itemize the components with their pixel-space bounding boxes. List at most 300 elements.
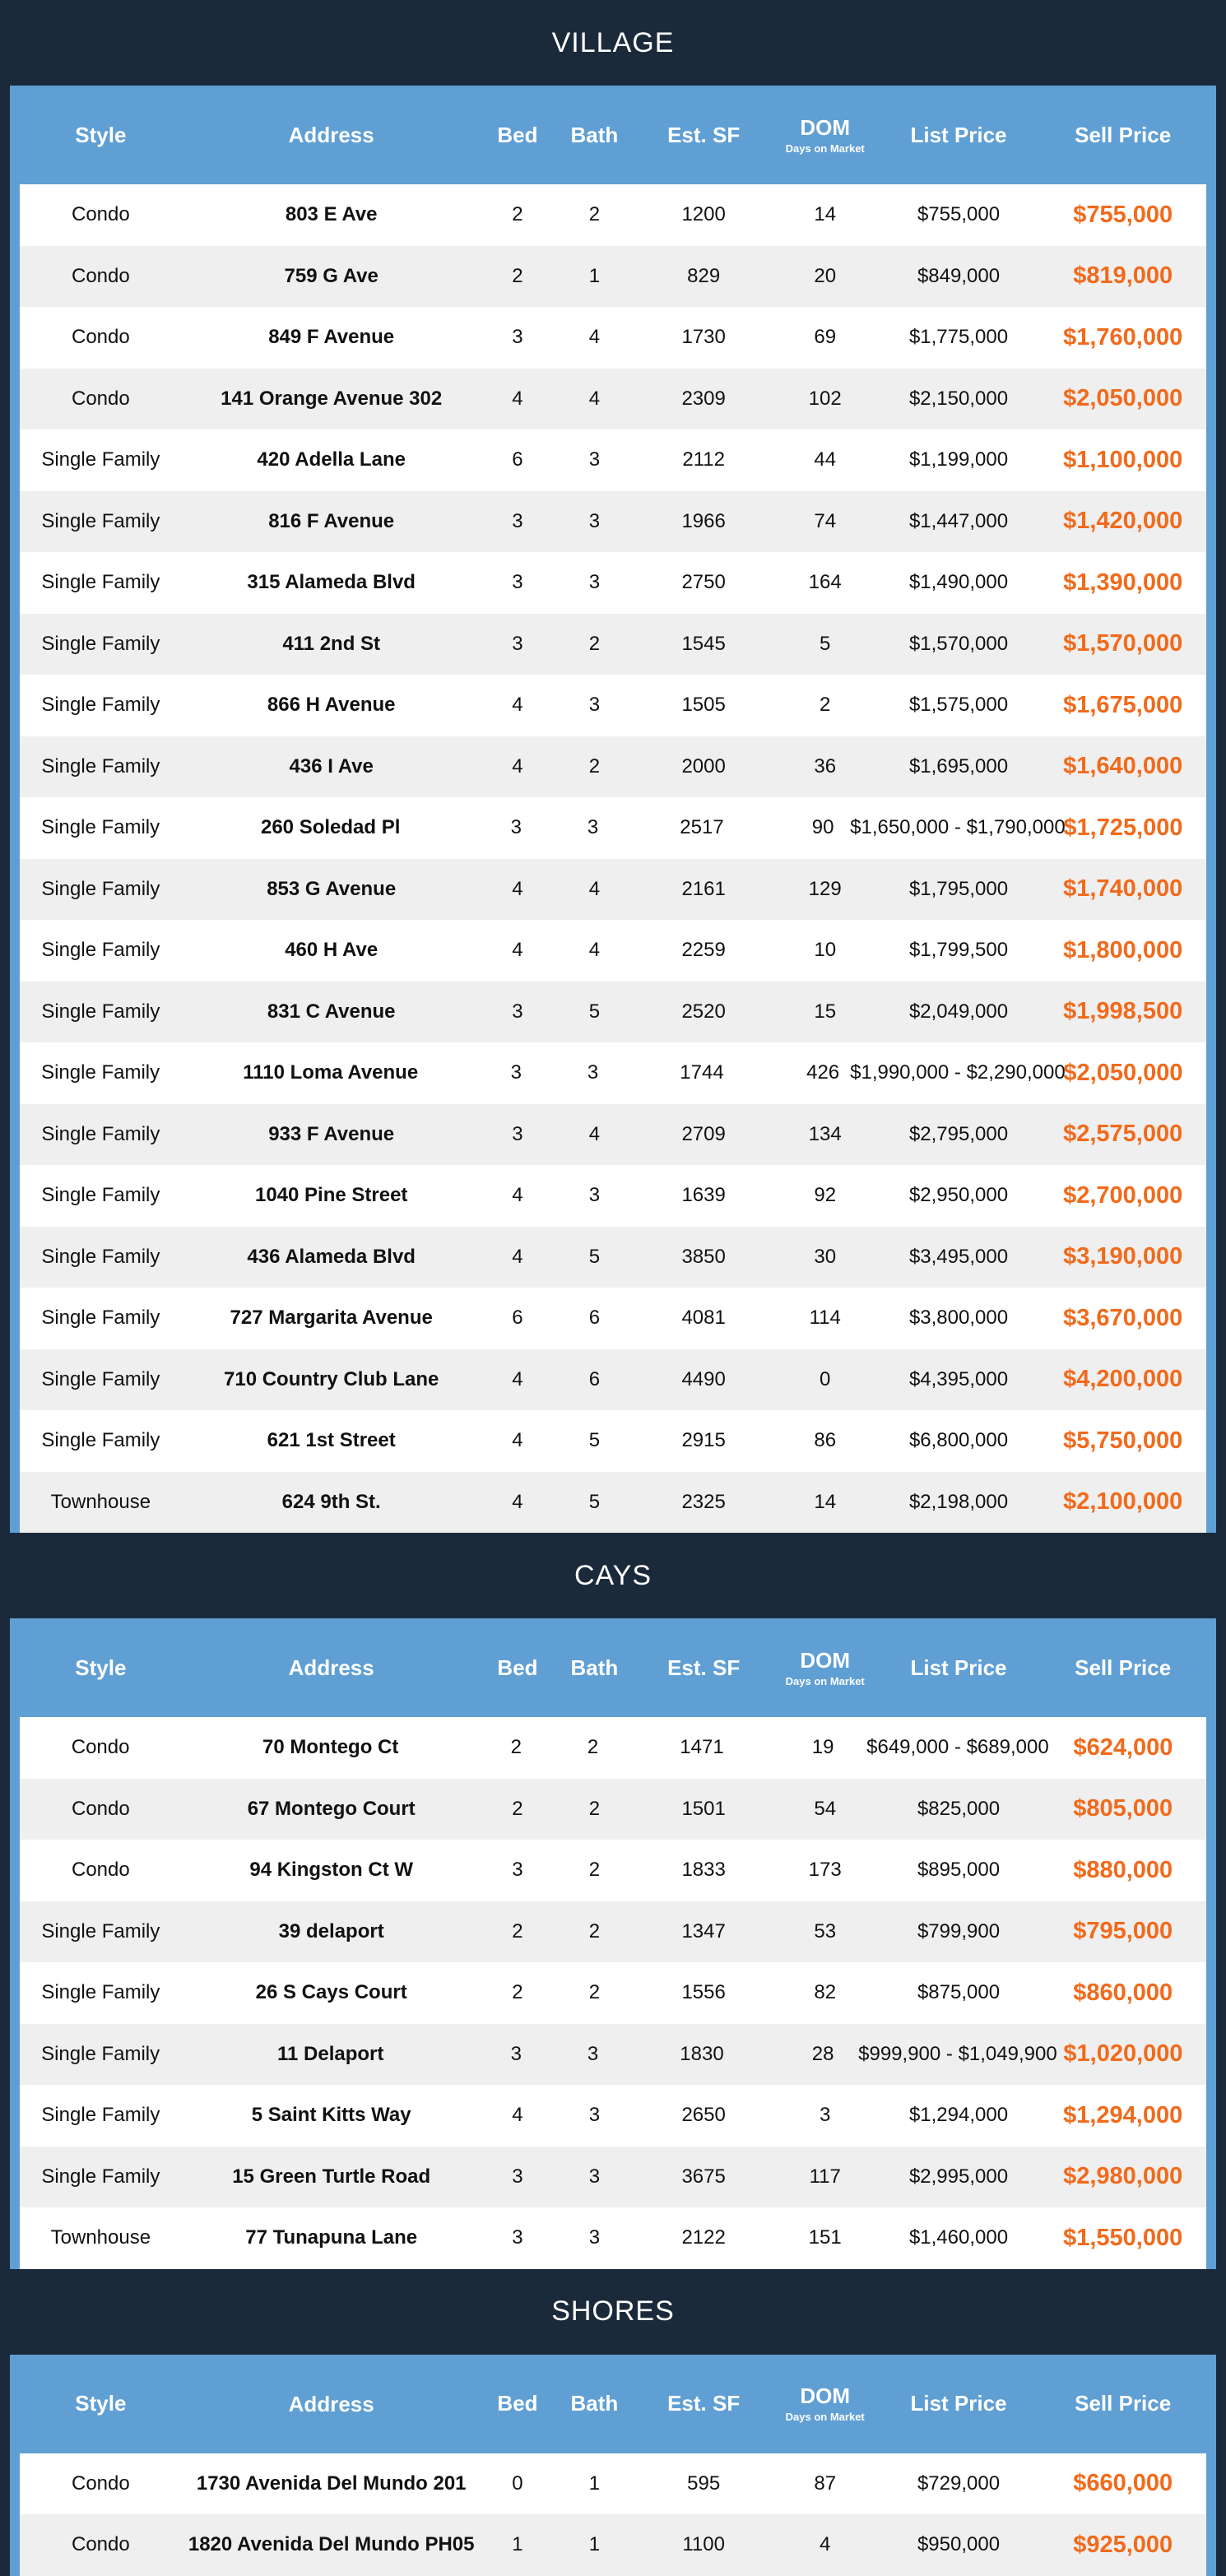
- cell-style: Single Family: [41, 2042, 160, 2065]
- header-dom: [773, 1647, 878, 1687]
- cell-sf: 2517: [680, 816, 724, 839]
- cell-bed: 6: [512, 1307, 523, 1330]
- header-dom: [773, 2385, 878, 2422]
- cell-sf: 2915: [681, 1429, 726, 1452]
- list-price-value: $1,799,500: [908, 939, 1009, 962]
- cell-sf: 1730: [681, 326, 726, 349]
- cell-bed: 4: [512, 1245, 523, 1268]
- cell-address: 77 Tunapuna Lane: [245, 2226, 418, 2249]
- cell-dom: 69: [814, 326, 837, 349]
- cell-bed: 4: [512, 1490, 523, 1513]
- header-sf: Est. SF: [667, 122, 741, 147]
- cell-style: Condo: [71, 1859, 130, 1882]
- cell-dom: 74: [814, 509, 837, 532]
- cell-bed: 3: [512, 1859, 523, 1882]
- table-row: [20, 2024, 1206, 2086]
- list-price-value: $999,900 - $1,049,900: [858, 2042, 1057, 2065]
- cell-address: 26 S Cays Court: [255, 1981, 407, 2004]
- cell-style: Single Family: [41, 632, 160, 655]
- cell-sf: 4081: [681, 1307, 726, 1330]
- cell-dom: 14: [814, 203, 837, 226]
- cell-dom: 129: [808, 877, 842, 900]
- cell-bath: 2: [588, 1797, 601, 1820]
- list-price-value: $649,000 - $689,000: [866, 1736, 1049, 1759]
- cell-style: Condo: [71, 203, 130, 226]
- list-price-value: $2,950,000: [908, 1184, 1009, 1207]
- header-style: Style: [75, 122, 127, 147]
- table-body: [20, 1717, 1206, 2269]
- header-list-price: List Price: [910, 1655, 1007, 1680]
- section-title: SHORES: [551, 2295, 675, 2327]
- cell-bed: 3: [512, 571, 523, 594]
- cell-style: Single Family: [41, 1245, 160, 1268]
- cell-list-price: [878, 2533, 1040, 2556]
- cell-list-price: [866, 1736, 1049, 1759]
- cell-dom: 36: [814, 754, 837, 777]
- table-row: [20, 675, 1206, 736]
- cell-sf: 1100: [682, 2533, 725, 2556]
- cell-style: Condo: [71, 2472, 130, 2495]
- cell-sf: 829: [687, 264, 721, 287]
- cell-list-price: [878, 203, 1040, 226]
- cell-sell-price: $5,750,000: [1063, 1427, 1183, 1454]
- cell-bath: 4: [588, 939, 601, 962]
- cell-sf: 1347: [681, 1919, 726, 1942]
- list-price-value: $2,795,000: [908, 1122, 1009, 1145]
- cell-bath: 5: [588, 1245, 601, 1268]
- cell-bath: 4: [588, 877, 601, 900]
- table-row: [20, 736, 1206, 798]
- cell-dom: 0: [820, 1367, 831, 1390]
- cell-bath: 2: [588, 1919, 601, 1942]
- cell-list-price: [878, 2104, 1040, 2127]
- cell-list-price: [878, 755, 1040, 778]
- cell-style: Single Family: [41, 1061, 160, 1084]
- cell-address: 5 Saint Kitts Way: [251, 2104, 411, 2127]
- cell-bed: 3: [510, 2042, 522, 2065]
- list-price-value: $6,800,000: [908, 1429, 1009, 1452]
- cell-bed: 3: [510, 816, 522, 839]
- cell-bath: 4: [588, 1122, 601, 1145]
- header-bath: Bath: [570, 1655, 619, 1680]
- header-list-price: List Price: [910, 2391, 1007, 2416]
- cell-sell-price: $795,000: [1073, 1918, 1173, 1945]
- cell-sf: 4490: [681, 1367, 726, 1390]
- cell-sf: 2650: [681, 2104, 726, 2127]
- cell-address: 94 Kingston Ct W: [249, 1859, 414, 1882]
- table-body: [20, 2453, 1206, 2576]
- cell-style: Single Family: [41, 754, 160, 777]
- cell-sell-price: $925,000: [1073, 2531, 1173, 2558]
- cell-sf: 2709: [681, 1122, 726, 1145]
- list-price-value: $1,795,000: [908, 877, 1009, 900]
- list-price-value: $2,150,000: [908, 387, 1009, 410]
- cell-style: Single Family: [41, 1184, 160, 1207]
- cell-address: 436 Alameda Blvd: [247, 1245, 416, 1268]
- cell-address: 1110 Loma Avenue: [243, 1061, 419, 1084]
- cell-style: Single Family: [41, 2104, 160, 2127]
- list-price-value: $1,570,000: [908, 632, 1009, 655]
- list-price-value: $849,000: [917, 264, 1001, 287]
- section-title: CAYS: [574, 1559, 652, 1591]
- cell-dom: 90: [811, 816, 834, 839]
- cell-bed: 4: [512, 754, 523, 777]
- cell-bed: 0: [512, 2472, 523, 2495]
- cell-sell-price: $1,800,000: [1063, 936, 1183, 963]
- cell-list-price: [878, 1798, 1040, 1821]
- table-header: [20, 1618, 1206, 1717]
- list-price-value: $825,000: [917, 1797, 1001, 1820]
- cell-bed: 3: [512, 2226, 523, 2249]
- cell-list-price: [850, 1061, 1066, 1084]
- header-address: Address: [288, 123, 374, 147]
- cell-style: Single Family: [41, 877, 160, 900]
- section: [0, 1533, 1226, 2269]
- cell-style: Condo: [71, 264, 130, 287]
- header-dom-label: DOM: [800, 1647, 851, 1673]
- cell-dom: 54: [814, 1797, 837, 1820]
- cell-bath: 3: [588, 694, 601, 717]
- cell-sf: 2112: [682, 448, 725, 471]
- cell-bath: 2: [588, 203, 601, 226]
- table-row: [20, 1104, 1206, 1166]
- cell-bed: 3: [512, 632, 523, 655]
- cell-sf: 2520: [681, 1000, 726, 1023]
- cell-address: 411 2nd St: [282, 632, 381, 655]
- cell-bath: 3: [588, 2226, 601, 2249]
- header-style: Style: [75, 2391, 127, 2416]
- cell-sf: 1966: [681, 509, 726, 532]
- cell-bed: 2: [512, 203, 523, 226]
- cell-sf: 1501: [681, 1797, 726, 1820]
- cell-address: 70 Montego Ct: [262, 1736, 399, 1759]
- cell-sell-price: $2,700,000: [1063, 1181, 1183, 1209]
- header-sell-price: Sell Price: [1075, 2391, 1172, 2416]
- cell-address: 816 F Avenue: [268, 509, 395, 532]
- table-row: [20, 1042, 1206, 1104]
- table-row: [20, 2514, 1206, 2576]
- header-style: Style: [75, 1655, 127, 1680]
- cell-sell-price: $1,020,000: [1063, 2040, 1183, 2068]
- cell-sell-price: $624,000: [1073, 1734, 1173, 1761]
- cell-sell-price: $860,000: [1073, 1979, 1173, 2006]
- cell-dom: 10: [814, 939, 837, 962]
- cell-sell-price: $2,100,000: [1063, 1488, 1183, 1515]
- cell-dom: 114: [809, 1307, 841, 1330]
- cell-dom: 15: [814, 1000, 837, 1023]
- table-row: [20, 920, 1206, 982]
- cell-dom: 151: [808, 2226, 842, 2249]
- cell-style: Single Family: [41, 694, 160, 717]
- cell-dom: 4: [820, 2533, 831, 2556]
- cell-dom: 19: [811, 1736, 834, 1759]
- cell-bath: 2: [588, 1981, 601, 2004]
- cell-bed: 6: [512, 448, 523, 471]
- cell-sell-price: $1,740,000: [1063, 875, 1183, 903]
- header-bed: Bed: [497, 1655, 538, 1680]
- header-bed: Bed: [497, 2391, 538, 2416]
- cell-sell-price: $1,570,000: [1063, 630, 1183, 657]
- cell-sf: 2750: [681, 571, 726, 594]
- cell-list-price: [878, 2472, 1040, 2495]
- cell-bed: 3: [512, 2165, 523, 2188]
- cell-dom: 117: [809, 2165, 841, 2188]
- cell-list-price: [878, 694, 1040, 717]
- cell-style: Single Family: [41, 1981, 160, 2004]
- cell-sf: 595: [687, 2472, 721, 2495]
- cell-sf: 2000: [681, 754, 726, 777]
- cell-sell-price: $819,000: [1073, 262, 1173, 290]
- table-row: [20, 1840, 1206, 1901]
- cell-sell-price: $2,575,000: [1063, 1121, 1183, 1148]
- cell-style: Townhouse: [50, 1490, 151, 1513]
- header-bed: Bed: [497, 122, 538, 147]
- cell-style: Single Family: [41, 816, 160, 839]
- cell-list-price: [878, 265, 1040, 288]
- list-price-value: $2,049,000: [908, 1000, 1009, 1023]
- cell-sf: 1556: [681, 1981, 726, 2004]
- cell-bed: 4: [512, 1367, 523, 1390]
- section: [0, 2269, 1226, 2576]
- cell-sell-price: $1,294,000: [1063, 2101, 1183, 2128]
- list-price-value: $1,575,000: [908, 694, 1009, 717]
- cell-address: 624 9th St.: [281, 1490, 381, 1513]
- cell-dom: 20: [814, 264, 837, 287]
- cell-sell-price: $755,000: [1073, 201, 1173, 228]
- table-row: [20, 859, 1206, 921]
- list-price-value: $1,695,000: [908, 754, 1009, 777]
- cell-list-price: [878, 1246, 1040, 1269]
- cell-style: Single Family: [41, 509, 160, 532]
- table-row: [20, 1165, 1206, 1227]
- table-row: [20, 1349, 1206, 1411]
- cell-sf: 2122: [681, 2226, 726, 2249]
- cell-sell-price: $1,760,000: [1063, 323, 1183, 350]
- cell-bath: 5: [588, 1429, 601, 1452]
- header-address: Address: [288, 1655, 374, 1680]
- cell-bath: 2: [588, 1859, 601, 1882]
- cell-bath: 3: [588, 571, 601, 594]
- cell-address: 39 delaport: [278, 1919, 384, 1942]
- cell-sf: 3850: [681, 1245, 726, 1268]
- cell-sf: 1639: [681, 1184, 726, 1207]
- cell-style: Condo: [71, 326, 130, 349]
- cell-dom: 14: [814, 1490, 837, 1513]
- list-price-value: $755,000: [917, 203, 1001, 226]
- cell-list-price: [878, 1307, 1040, 1330]
- cell-address: 849 F Avenue: [268, 326, 395, 349]
- cell-address: 1040 Pine Street: [254, 1184, 408, 1207]
- header-dom-sub: Days on Market: [785, 1674, 865, 1687]
- cell-sell-price: $3,670,000: [1063, 1304, 1183, 1331]
- cell-style: Single Family: [41, 939, 160, 962]
- cell-sell-price: $2,050,000: [1063, 385, 1183, 412]
- cell-list-price: [850, 816, 1066, 839]
- table-row: [20, 982, 1206, 1043]
- table-row: [20, 1472, 1206, 1534]
- table-row: [20, 1779, 1206, 1840]
- cell-address: 67 Montego Court: [247, 1797, 416, 1820]
- listing-table: [10, 86, 1216, 1533]
- cell-list-price: [878, 448, 1040, 471]
- table-row: [20, 1410, 1206, 1472]
- header-sell-price: Sell Price: [1075, 122, 1172, 147]
- cell-bath: 3: [588, 2165, 601, 2188]
- header-list-price: List Price: [910, 122, 1007, 147]
- cell-address: 1730 Avenida Del Mundo 201: [196, 2472, 467, 2495]
- listing-table: [10, 2355, 1216, 2576]
- table-row: [20, 2085, 1206, 2147]
- cell-bath: 1: [588, 264, 601, 287]
- cell-list-price: [878, 510, 1040, 533]
- header-sf: Est. SF: [667, 2391, 741, 2416]
- cell-dom: 92: [814, 1184, 837, 1207]
- list-price-value: $3,495,000: [908, 1245, 1009, 1268]
- header-bath: Bath: [570, 122, 619, 147]
- cell-list-price: [878, 1920, 1040, 1943]
- header-bath: Bath: [570, 2391, 619, 2416]
- table-row: [20, 1901, 1206, 1963]
- cell-bed: 2: [512, 1981, 523, 2004]
- cell-sf: 2161: [681, 877, 726, 900]
- list-price-value: $1,990,000 - $2,290,000: [850, 1061, 1066, 1084]
- cell-style: Condo: [71, 387, 130, 410]
- table-header: [20, 2355, 1206, 2453]
- cell-list-price: [878, 633, 1040, 656]
- cell-bed: 3: [512, 1122, 523, 1145]
- cell-address: 260 Soledad Pl: [260, 816, 401, 839]
- cell-bath: 1: [588, 2472, 601, 2495]
- cell-bath: 2: [588, 632, 601, 655]
- cell-bed: 2: [512, 1797, 523, 1820]
- cell-sf: 1505: [681, 694, 726, 717]
- cell-sf: 1833: [681, 1859, 726, 1882]
- cell-list-price: [878, 2165, 1040, 2188]
- table-row: [20, 1962, 1206, 2024]
- table-row: [20, 246, 1206, 308]
- cell-sell-price: $2,050,000: [1063, 1059, 1183, 1086]
- cell-style: Single Family: [41, 1307, 160, 1330]
- table-row: [20, 184, 1206, 246]
- cell-sell-price: $1,420,000: [1063, 508, 1183, 535]
- cell-bed: 4: [512, 877, 523, 900]
- cell-dom: 53: [814, 1919, 837, 1942]
- cell-dom: 173: [808, 1859, 842, 1882]
- header-sell-price: Sell Price: [1075, 1655, 1172, 1680]
- cell-bed: 3: [512, 509, 523, 532]
- cell-sell-price: $2,980,000: [1063, 2163, 1183, 2190]
- header-dom-sub: Days on Market: [785, 142, 865, 155]
- cell-list-price: [878, 1981, 1040, 2004]
- cell-sell-price: $1,100,000: [1063, 446, 1183, 473]
- cell-sf: 2259: [681, 939, 726, 962]
- cell-bath: 3: [588, 2104, 601, 2127]
- table-row: [20, 1717, 1206, 1779]
- cell-list-price: [878, 1859, 1040, 1882]
- cell-dom: 5: [820, 632, 831, 655]
- cell-style: Single Family: [41, 2165, 160, 2188]
- cell-sf: 1200: [681, 203, 726, 226]
- table-row: [20, 429, 1206, 491]
- cell-bed: 2: [510, 1736, 522, 1759]
- cell-sell-price: $1,998,500: [1063, 998, 1183, 1025]
- cell-address: 759 G Ave: [284, 264, 378, 287]
- cell-address: 315 Alameda Blvd: [247, 571, 416, 594]
- list-price-value: $1,460,000: [908, 2226, 1009, 2249]
- cell-bed: 3: [510, 1061, 522, 1084]
- list-price-value: $1,650,000 - $1,790,000: [850, 816, 1066, 839]
- list-price-value: $2,995,000: [908, 2165, 1009, 2188]
- header-dom-sub: Days on Market: [785, 2411, 865, 2423]
- cell-sf: 2325: [681, 1490, 726, 1513]
- list-price-value: $3,800,000: [908, 1307, 1009, 1330]
- cell-bath: 2: [588, 754, 601, 777]
- cell-address: 420 Adella Lane: [257, 448, 406, 471]
- listing-table: [10, 1618, 1216, 2269]
- header-address: Address: [288, 2391, 374, 2416]
- header-dom: [773, 114, 878, 155]
- cell-dom: 87: [814, 2472, 837, 2495]
- cell-address: 933 F Avenue: [268, 1122, 395, 1145]
- cell-dom: 3: [820, 2104, 831, 2127]
- cell-bath: 6: [588, 1367, 601, 1390]
- cell-list-price: [878, 1368, 1040, 1391]
- cell-dom: 86: [814, 1429, 837, 1452]
- cell-list-price: [878, 2226, 1040, 2249]
- cell-style: Condo: [71, 1736, 130, 1759]
- cell-style: Single Family: [41, 1000, 160, 1023]
- list-price-value: $895,000: [917, 1859, 1001, 1882]
- list-price-value: $950,000: [917, 2533, 1001, 2556]
- cell-list-price: [878, 1184, 1040, 1207]
- cell-dom: 2: [820, 694, 831, 717]
- cell-bed: 4: [512, 694, 523, 717]
- table-row: [20, 614, 1206, 675]
- cell-style: Townhouse: [50, 2226, 151, 2249]
- cell-dom: 426: [806, 1061, 840, 1084]
- table-header: [20, 86, 1206, 184]
- header-sf: Est. SF: [667, 1655, 741, 1680]
- cell-sell-price: $3,190,000: [1063, 1243, 1183, 1270]
- table-body: [20, 184, 1206, 1533]
- cell-sell-price: $1,675,000: [1063, 691, 1183, 718]
- cell-bath: 4: [588, 387, 601, 410]
- cell-sell-price: $1,725,000: [1063, 814, 1183, 841]
- cell-sf: 1545: [681, 632, 726, 655]
- header-dom-label: DOM: [800, 114, 851, 140]
- cell-style: Single Family: [41, 448, 160, 471]
- table-row: [20, 552, 1206, 614]
- table-row: [20, 2147, 1206, 2208]
- cell-bath: 4: [588, 326, 601, 349]
- list-price-value: $799,900: [917, 1919, 1001, 1942]
- cell-style: Single Family: [41, 571, 160, 594]
- cell-list-price: [878, 1429, 1040, 1452]
- list-price-value: $4,395,000: [908, 1367, 1009, 1390]
- cell-bed: 3: [512, 1000, 523, 1023]
- header-dom-label: DOM: [800, 2383, 851, 2408]
- cell-address: 15 Green Turtle Road: [232, 2165, 431, 2188]
- table-row: [20, 369, 1206, 430]
- cell-address: 727 Margarita Avenue: [230, 1307, 433, 1330]
- cell-address: 831 C Avenue: [267, 1000, 396, 1023]
- cell-bath: 3: [588, 1184, 601, 1207]
- cell-list-price: [878, 326, 1040, 349]
- cell-dom: 44: [814, 448, 837, 471]
- cell-bath: 2: [587, 1736, 599, 1759]
- cell-address: 803 E Ave: [285, 203, 378, 226]
- cell-sell-price: $1,550,000: [1063, 2224, 1183, 2251]
